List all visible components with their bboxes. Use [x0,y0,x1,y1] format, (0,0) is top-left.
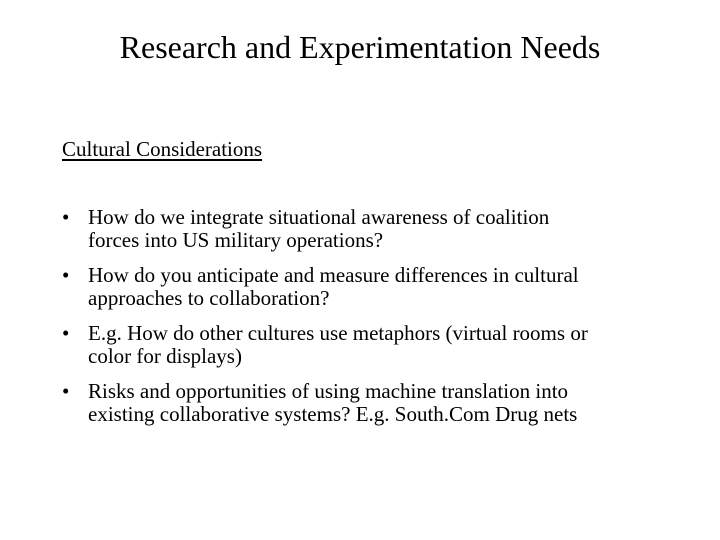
bullet-text: How do we integrate situational awareness of coalition forces into US military operations? [88,205,550,252]
bullet-text: Risks and opportunities of using machine translation into existing collaborative systems? E.g. South.Com Drug nets [88,379,578,426]
section-heading: Cultural Considerations [62,137,263,161]
slide-title: Research and Experimentation Needs [119,29,601,65]
list-item [62,264,682,310]
bullet-icon: • [62,205,70,229]
bullet-icon: • [62,321,70,345]
bullet-icon: • [62,263,70,287]
bullet-icon: • [62,379,70,403]
bullet-text: E.g. How do other cultures use metaphors (virtual rooms or color for displays) [88,321,588,368]
list-item [62,206,682,252]
bullet-text: How do you anticipate and measure differences in cultural approaches to collaboration? [88,263,579,310]
bullet-list [62,206,682,438]
list-item [62,380,682,426]
list-item [62,322,682,368]
